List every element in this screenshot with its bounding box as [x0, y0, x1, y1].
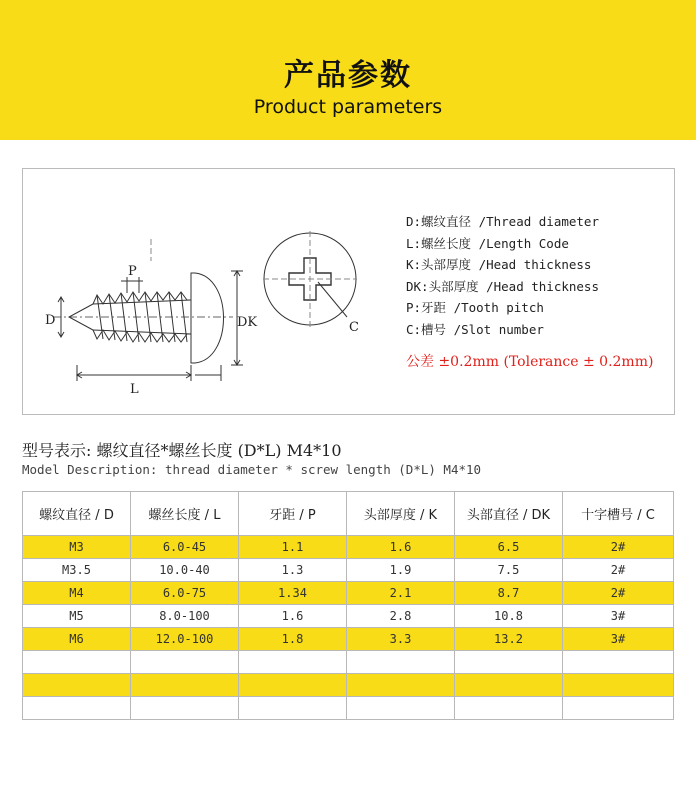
parameter-table: [22, 491, 674, 720]
header-head-diameter: 头部直径 / DK: [455, 492, 563, 536]
table-cell: 6.5: [455, 536, 563, 559]
legend-item: C:槽号 /Slot number: [406, 321, 544, 337]
table-cell: 2#: [563, 536, 674, 559]
header-pitch: 牙距 / P: [239, 492, 347, 536]
header-thread-diameter: 螺纹直径 / D: [23, 492, 131, 536]
legend-item: P:牙距 /Tooth pitch: [406, 300, 544, 315]
table-cell: 12.0-100: [131, 628, 239, 651]
legend-item: L:螺丝长度 /Length Code: [406, 235, 569, 251]
table-cell: 10.0-40: [131, 559, 239, 582]
table-row: [23, 674, 674, 697]
table-cell: 6.0-45: [131, 536, 239, 559]
table-cell: M4: [23, 582, 131, 605]
screw-diagram-panel: [22, 168, 675, 415]
table-cell: [563, 651, 674, 674]
parameter-legend: [406, 211, 599, 340]
table-cell: 3.3: [347, 628, 455, 651]
table-cell: 2#: [563, 582, 674, 605]
table-cell: [455, 674, 563, 697]
table-cell: [563, 674, 674, 697]
table-row: [23, 536, 674, 559]
header-slot-number: 十字槽号 / C: [563, 492, 674, 536]
page-subtitle: Product parameters: [253, 96, 443, 118]
table-row: [23, 628, 674, 651]
page-title: 产品参数: [284, 58, 412, 93]
table-row: [23, 697, 674, 720]
table-cell: 6.0-75: [131, 582, 239, 605]
table-cell: 1.8: [239, 628, 347, 651]
table-cell: M3.5: [23, 559, 131, 582]
table-row: [23, 605, 674, 628]
table-cell: [347, 697, 455, 720]
table-cell: 7.5: [455, 559, 563, 582]
table-cell: [347, 651, 455, 674]
table-cell: [347, 674, 455, 697]
tolerance-note: 公差 ±0.2mm (Tolerance ± 0.2mm): [406, 354, 654, 370]
header-screw-length: 螺丝长度 / L: [131, 492, 239, 536]
model-description-en: Model Description: thread diameter * screw length (D*L) M4*10: [22, 462, 482, 477]
table-cell: [131, 651, 239, 674]
table-cell: [131, 697, 239, 720]
table-cell: 13.2: [455, 628, 563, 651]
table-row: [23, 651, 674, 674]
table-cell: [131, 674, 239, 697]
table-cell: 2.1: [347, 582, 455, 605]
table-row: [23, 582, 674, 605]
legend-item: D:螺纹直径 /Thread diameter: [406, 214, 599, 229]
table-cell: [239, 674, 347, 697]
table-cell: 1.3: [239, 559, 347, 582]
header-head-thickness: 头部厚度 / K: [347, 492, 455, 536]
table-row: [23, 559, 674, 582]
table-cell: M3: [23, 536, 131, 559]
table-cell: 8.0-100: [131, 605, 239, 628]
table-cell: [23, 651, 131, 674]
label-c: C: [349, 320, 359, 335]
table-cell: 3#: [563, 628, 674, 651]
table-cell: [239, 651, 347, 674]
table-cell: M5: [23, 605, 131, 628]
label-dk: DK: [237, 315, 258, 330]
label-l: L: [130, 382, 139, 397]
table-cell: 8.7: [455, 582, 563, 605]
label-d: D: [45, 313, 56, 328]
table-cell: 1.6: [347, 536, 455, 559]
header-banner: [0, 0, 696, 140]
table-cell: 1.9: [347, 559, 455, 582]
table-cell: [239, 697, 347, 720]
table-cell: [455, 651, 563, 674]
table-cell: 3#: [563, 605, 674, 628]
table-cell: [23, 674, 131, 697]
label-p: P: [128, 264, 137, 279]
model-description-cn: 型号表示: 螺纹直径*螺丝长度 (D*L) M4*10: [22, 441, 342, 460]
table-cell: 2#: [563, 559, 674, 582]
table-cell: [23, 697, 131, 720]
table-cell: 2.8: [347, 605, 455, 628]
table-cell: [455, 697, 563, 720]
table-cell: M6: [23, 628, 131, 651]
table-cell: 1.6: [239, 605, 347, 628]
legend-item: K:头部厚度 /Head thickness: [406, 257, 592, 272]
legend-item: DK:头部厚度 /Head thickness: [406, 278, 599, 294]
table-cell: 10.8: [455, 605, 563, 628]
table-cell: 1.1: [239, 536, 347, 559]
table-cell: 1.34: [239, 582, 347, 605]
table-header-row: [23, 492, 674, 536]
table-cell: [563, 697, 674, 720]
